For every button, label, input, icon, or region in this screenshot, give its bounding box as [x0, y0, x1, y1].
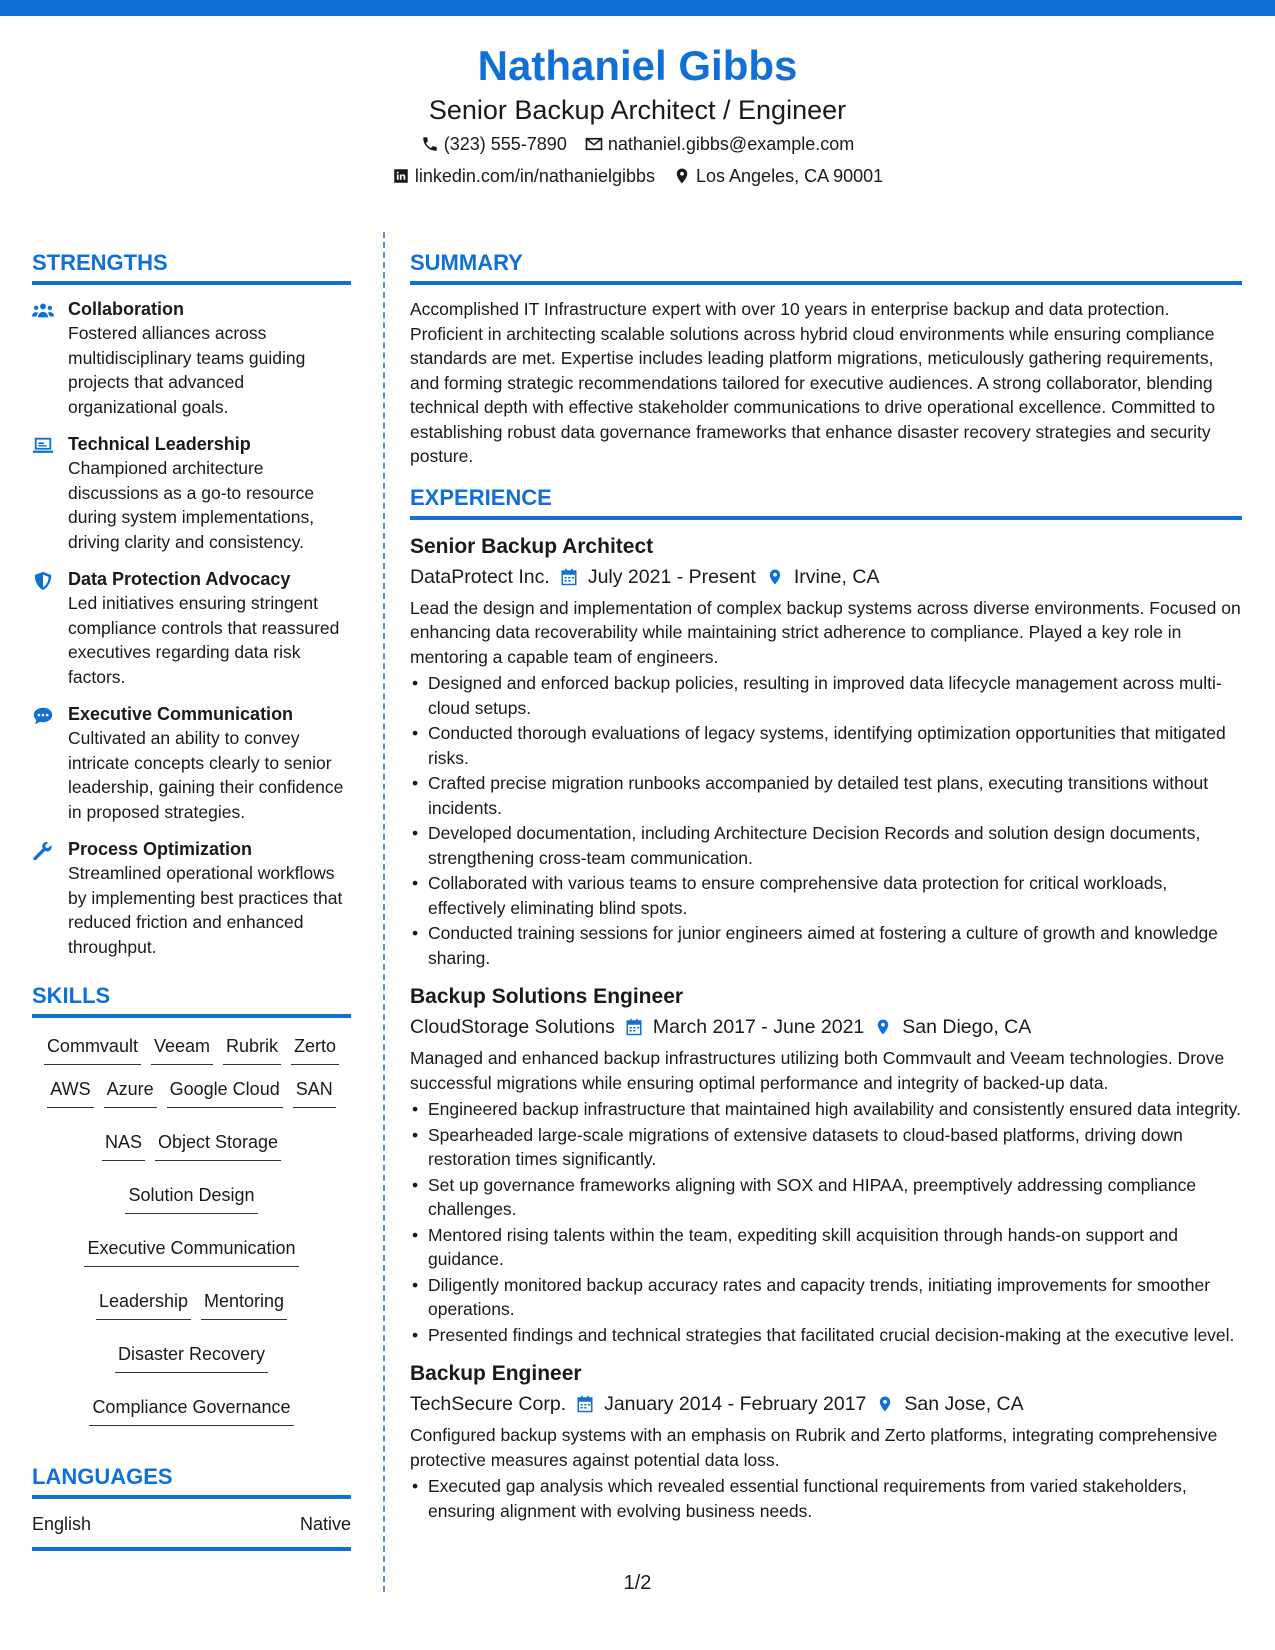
email-text: nathaniel.gibbs@example.com: [607, 134, 855, 154]
skill-tag: Solution Design: [125, 1181, 257, 1214]
strength-item: [32, 432, 351, 554]
linkedin-contact[interactable]: [392, 160, 655, 192]
job-entry: [410, 1359, 1242, 1523]
skill-tag: SAN: [293, 1075, 336, 1108]
job-bullet: • Spearheaded large-scale migrations of extensive datasets to cloud-based platforms, driving down restoration times significantly.: [410, 1123, 1242, 1172]
skill-tag: Commvault: [44, 1032, 141, 1065]
language-level: Native: [299, 1514, 351, 1534]
job-entry: [410, 532, 1242, 971]
contact-row-2: [0, 160, 1275, 192]
language-row: [32, 1511, 351, 1551]
skill-tag: Rubrik: [223, 1032, 281, 1065]
strength-desc: Championed architecture discussions as a go-to resource during system implementations, driving clarity and consistency.: [68, 458, 315, 552]
users-icon: [32, 301, 54, 321]
skill-tag: Compliance Governance: [89, 1393, 293, 1426]
job-bullet: • Mentored rising talents within the team, expediting skill acquisition through hands-on support and guidance.: [410, 1223, 1242, 1272]
skill-tag: Object Storage: [155, 1128, 281, 1161]
job-bullets: [410, 1474, 1242, 1523]
strength-desc: Led initiatives ensuring stringent compliance controls that reassured executives regarding data risk factors.: [68, 593, 340, 687]
job-bullet: • Crafted precise migration runbooks accompanied by detailed test plans, executing transitions without incidents.: [410, 771, 1242, 820]
summary-text: Accomplished IT Infrastructure expert with over 10 years in enterprise backup and data protection. Proficient in architecting scalable solutions across hybrid cloud environments while ensuring compliance standards are met. Expertise includes leading platform migrations, meticulously gathering requirements, and forming strategic recommendations tailored for executive audiences. A strong collaborator, blending technical depth with effective stakeholder communications to drive operational excellence. Committed to establishing robust data governance frameworks that enhance disaster recovery strategies and security posture.: [410, 299, 1216, 466]
map-pin-icon: [673, 167, 691, 185]
top-accent-bar: [0, 0, 1275, 16]
skill-tag: AWS: [47, 1075, 93, 1108]
linkedin-icon: [392, 167, 410, 185]
job-bullet: • Designed and enforced backup policies, resulting in improved data lifecycle management across multi-cloud setups.: [410, 671, 1242, 720]
job-location: Irvine, CA: [793, 565, 880, 588]
skill-tag: Disaster Recovery: [115, 1340, 268, 1373]
job-company: DataProtect Inc.: [410, 565, 550, 588]
strength-item: [32, 297, 351, 419]
job-dates: March 2017 - June 2021: [652, 1016, 865, 1038]
skill-tag: Mentoring: [201, 1287, 287, 1320]
skills-heading: SKILLS: [32, 981, 351, 1018]
resume-header: [0, 40, 1275, 192]
calendar-icon: [560, 568, 578, 586]
sidebar: [32, 248, 351, 1551]
map-pin-icon: [766, 568, 784, 586]
job-bullet: • Executed gap analysis which revealed essential functional requirements from varied stakeholders, ensuring alignment with evolving business needs.: [410, 1474, 1242, 1523]
strengths-heading: STRENGTHS: [32, 248, 351, 285]
job-bullet: • Engineered backup infrastructure that maintained high availability and consistently ensured data integrity.: [410, 1097, 1242, 1122]
job-description: Configured backup systems with an emphasis on Rubrik and Zerto platforms, integrating comprehensive protective measures against potential data loss.: [410, 1425, 1218, 1470]
wrench-icon: [32, 841, 54, 861]
skill-tag: Azure: [104, 1075, 157, 1108]
job-meta: [410, 1389, 1242, 1419]
candidate-title: Senior Backup Architect / Engineer: [428, 95, 847, 125]
skill-tag: Veeam: [151, 1032, 213, 1065]
calendar-icon: [625, 1018, 643, 1036]
skills-list: [32, 1030, 351, 1426]
job-location: San Jose, CA: [904, 1393, 1024, 1415]
strength-item: [32, 702, 351, 824]
job-bullet: • Set up governance frameworks aligning with SOX and HIPAA, preemptively addressing compliance challenges.: [410, 1173, 1242, 1222]
laptop-icon: [32, 436, 54, 456]
strength-title: Collaboration: [68, 299, 184, 319]
job-title: Backup Engineer: [410, 1362, 582, 1385]
skill-tag: Google Cloud: [167, 1075, 283, 1108]
location-contact: [673, 160, 883, 192]
skill-tag: Zerto: [291, 1032, 339, 1065]
phone-icon: [421, 135, 439, 153]
job-dates: January 2014 - February 2017: [604, 1393, 867, 1415]
strength-desc: Streamlined operational workflows by implementing best practices that reduced friction and enhanced throughput.: [68, 863, 343, 957]
experience-heading: EXPERIENCE: [410, 483, 1242, 520]
job-bullets: [410, 671, 1242, 970]
map-pin-icon: [874, 1018, 892, 1036]
candidate-name: Nathaniel Gibbs: [477, 42, 798, 89]
job-bullet: • Conducted thorough evaluations of legacy systems, identifying optimization opportunities that mitigated risks.: [410, 721, 1242, 770]
email-contact[interactable]: [585, 128, 854, 160]
job-bullet: • Collaborated with various teams to ensure comprehensive data protection for critical workloads, effectively eliminating blind spots.: [410, 871, 1242, 920]
job-description: Lead the design and implementation of complex backup systems across diverse environments. Focused on enhancing data recoverability while maintaining strict adherence to compliance. Played a key role in mentoring a capable team of engineers.: [410, 597, 1241, 667]
strength-title: Process Optimization: [68, 839, 253, 859]
job-description: Managed and enhanced backup infrastructures utilizing both Commvault and Veeam technologies. Drove successful migrations while ensuring optimal performance and integrity of backed-up data.: [410, 1048, 1225, 1093]
job-company: CloudStorage Solutions: [410, 1016, 615, 1038]
summary-heading: SUMMARY: [410, 248, 1242, 285]
chat-icon: [32, 706, 54, 726]
job-company: TechSecure Corp.: [410, 1393, 567, 1415]
job-bullet: • Presented findings and technical strategies that facilitated crucial decision-making at the executive level.: [410, 1323, 1242, 1348]
column-divider: [383, 232, 385, 1592]
job-bullet: • Conducted training sessions for junior engineers aimed at fostering a culture of growth and knowledge sharing.: [410, 921, 1242, 970]
strength-title: Technical Leadership: [68, 434, 251, 454]
job-title: Backup Solutions Engineer: [410, 985, 684, 1008]
map-pin-icon: [876, 1395, 894, 1413]
job-bullet: • Diligently monitored backup accuracy rates and capacity trends, initiating improvements for smoother operations.: [410, 1273, 1242, 1322]
job-location: San Diego, CA: [902, 1016, 1032, 1038]
strength-item: [32, 567, 351, 689]
job-entry: [410, 982, 1242, 1347]
job-dates: July 2021 - Present: [587, 565, 756, 588]
page-number: 1/2: [623, 1572, 652, 1594]
linkedin-text: linkedin.com/in/nathanielgibbs: [414, 166, 655, 186]
job-bullets: [410, 1097, 1242, 1347]
job-bullet: • Developed documentation, including Architecture Decision Records and solution design documents, strengthening cross-team communication.: [410, 821, 1242, 870]
calendar-icon: [576, 1395, 594, 1413]
strength-title: Data Protection Advocacy: [68, 569, 291, 589]
strength-desc: Fostered alliances across multidisciplinary teams guiding projects that advanced organizational goals.: [68, 323, 306, 417]
strength-desc: Cultivated an ability to convey intricate concepts clearly to senior leadership, gaining their confidence in proposed strategies.: [68, 728, 344, 822]
languages-heading: LANGUAGES: [32, 1462, 351, 1499]
strength-item: [32, 837, 351, 959]
skill-tag: Leadership: [96, 1287, 191, 1320]
phone-text: (323) 555-7890: [443, 134, 567, 154]
language-name: English: [32, 1514, 92, 1534]
job-meta: [410, 562, 1242, 592]
skill-tag: NAS: [102, 1128, 145, 1161]
location-text: Los Angeles, CA 90001: [696, 166, 884, 186]
skill-tag: Executive Communication: [84, 1234, 298, 1267]
envelope-icon: [585, 135, 603, 153]
job-title: Senior Backup Architect: [410, 534, 654, 558]
strength-title: Executive Communication: [68, 704, 294, 724]
shield-icon: [32, 571, 54, 591]
job-meta: [410, 1012, 1242, 1042]
phone-contact: [421, 128, 567, 160]
contact-row-1: [0, 128, 1275, 160]
main-column: [410, 248, 1242, 1535]
